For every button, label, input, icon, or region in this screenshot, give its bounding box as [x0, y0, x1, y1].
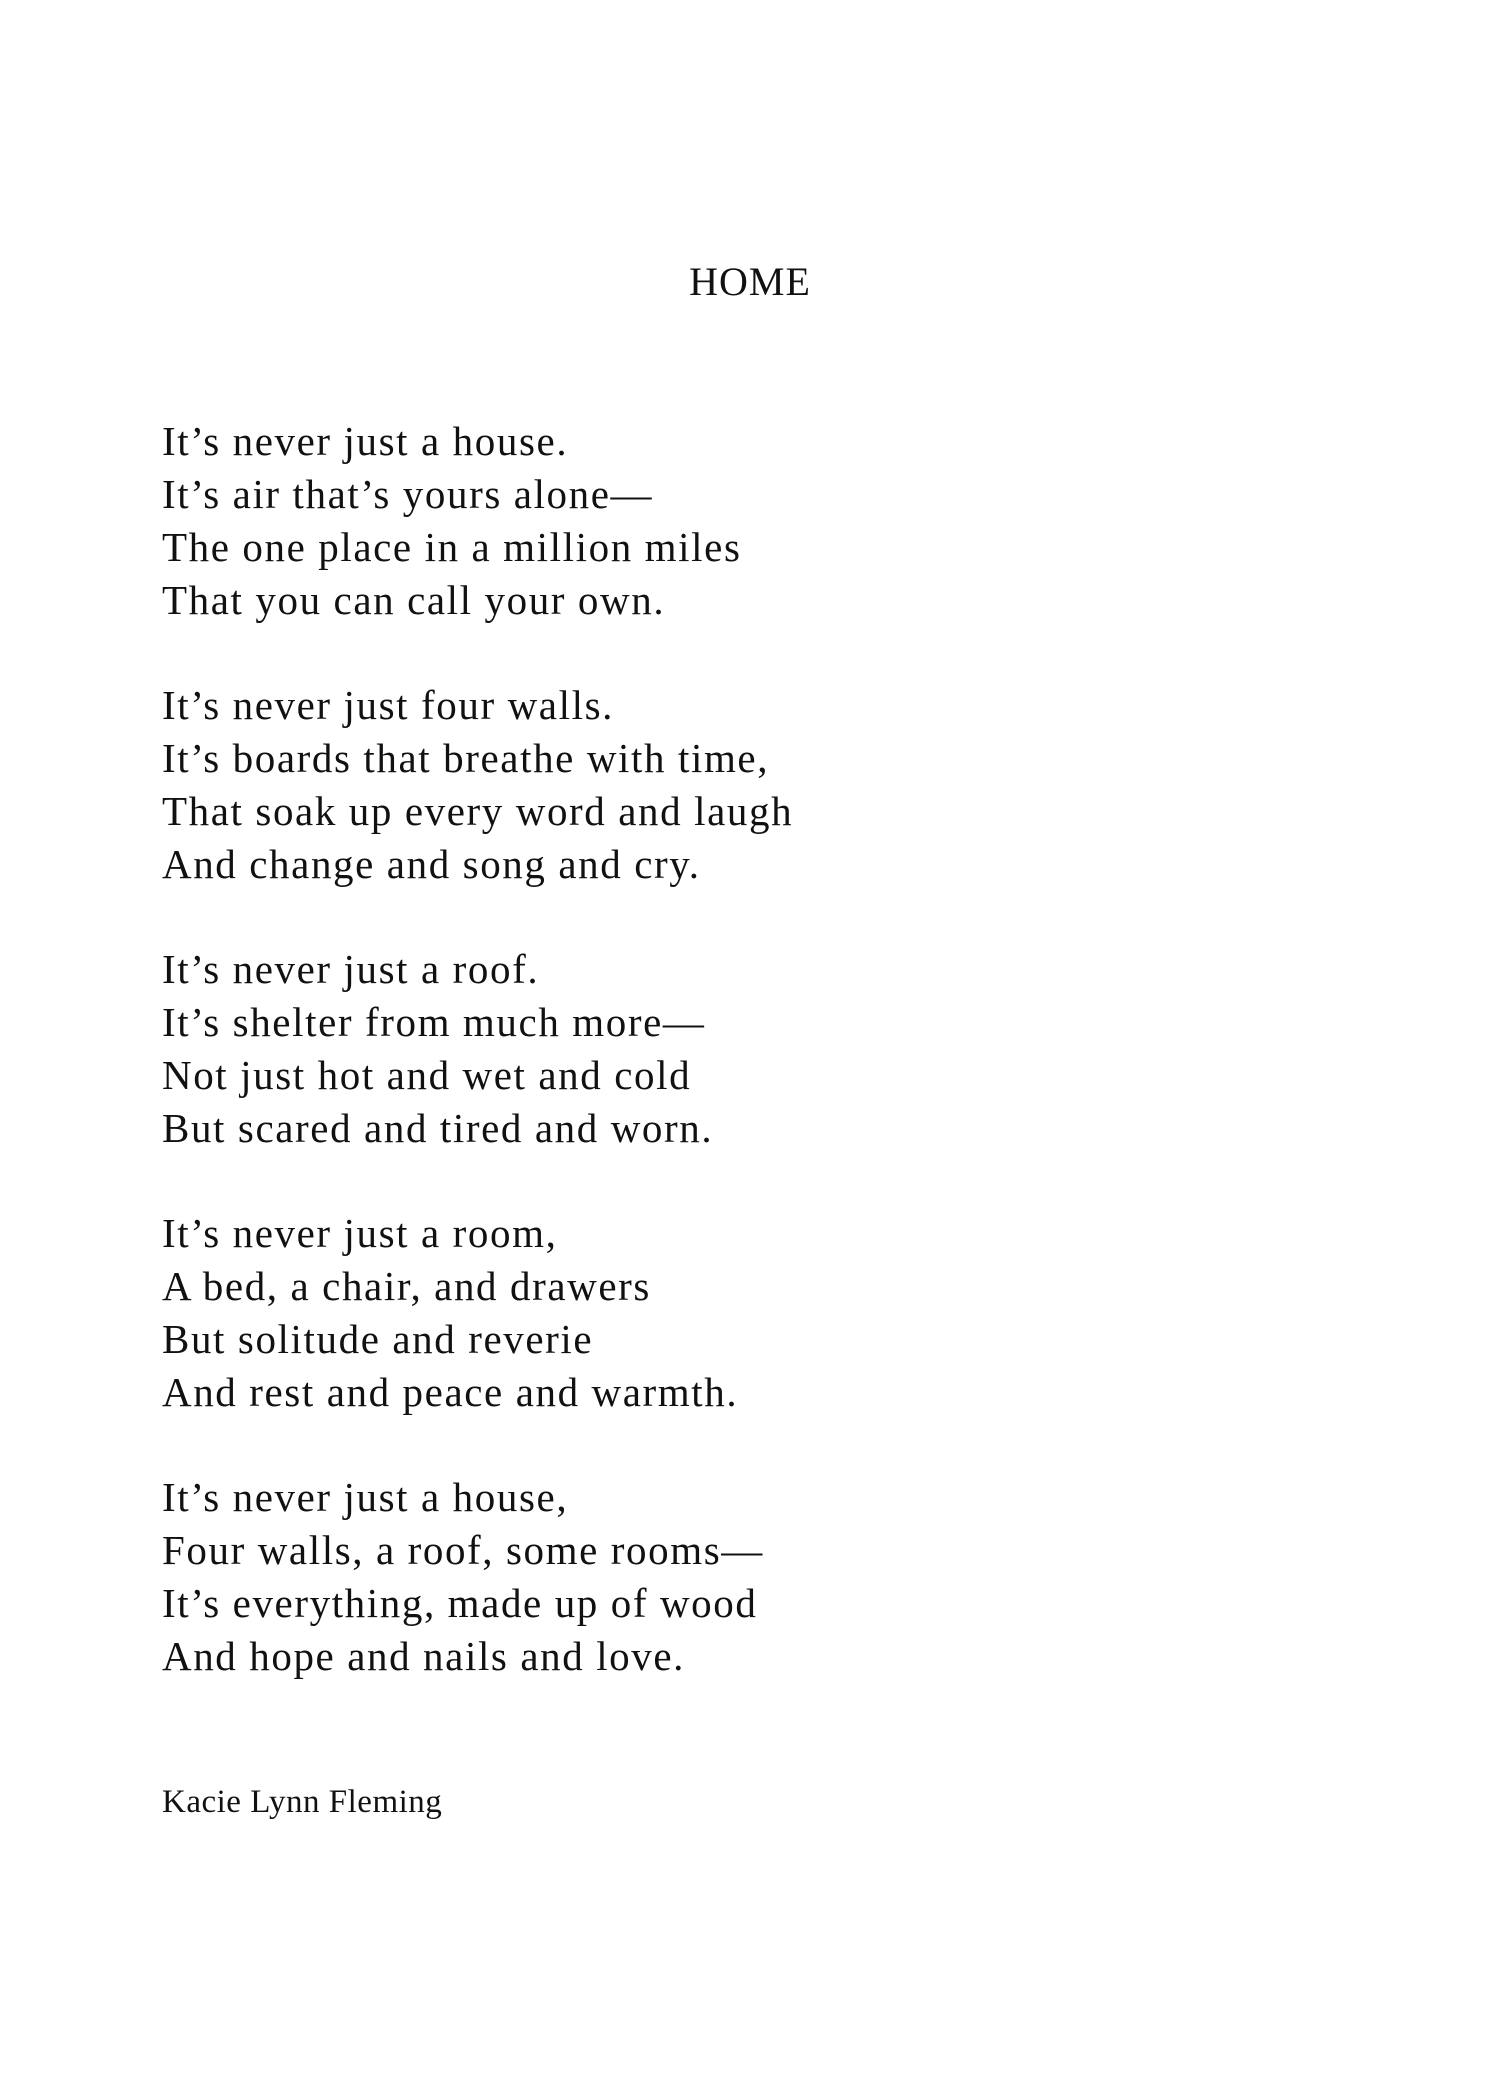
stanza-3	[162, 943, 1362, 1155]
stanza-2	[162, 679, 1362, 891]
poem-line: A bed, a chair, and drawers	[162, 1263, 651, 1309]
author-name: Kacie Lynn Fleming	[162, 1784, 443, 1820]
poem-line: It’s never just a room,	[162, 1210, 558, 1256]
poem-line: Four walls, a roof, some rooms—	[162, 1527, 764, 1573]
poem-line: That you can call your own.	[162, 577, 666, 623]
poem-line: It’s air that’s yours alone—	[162, 471, 654, 517]
poem-line: That soak up every word and laugh	[162, 788, 794, 834]
poem-line: It’s never just a house.	[162, 418, 569, 464]
stanza-4	[162, 1207, 1362, 1419]
poem-line: It’s boards that breathe with time,	[162, 735, 770, 781]
poem-line: It’s never just four walls.	[162, 682, 614, 728]
poem-line: It’s never just a house,	[162, 1474, 569, 1520]
poem-line: But solitude and reverie	[162, 1316, 594, 1362]
poem-line: And change and song and cry.	[162, 841, 701, 887]
poem-line: And rest and peace and warmth.	[162, 1369, 739, 1415]
stanza-1	[162, 415, 1362, 627]
poem-line: The one place in a million miles	[162, 524, 742, 570]
poem-line: But scared and tired and worn.	[162, 1105, 714, 1151]
poem-line: It’s everything, made up of wood	[162, 1580, 758, 1626]
poem-line: It’s shelter from much more—	[162, 999, 706, 1045]
poem-line: And hope and nails and love.	[162, 1633, 686, 1679]
poem-line: Not just hot and wet and cold	[162, 1052, 692, 1098]
poem-title: HOME	[689, 259, 811, 304]
poem-body	[162, 415, 1362, 1735]
stanza-5	[162, 1471, 1362, 1683]
poem-line: It’s never just a roof.	[162, 946, 540, 992]
